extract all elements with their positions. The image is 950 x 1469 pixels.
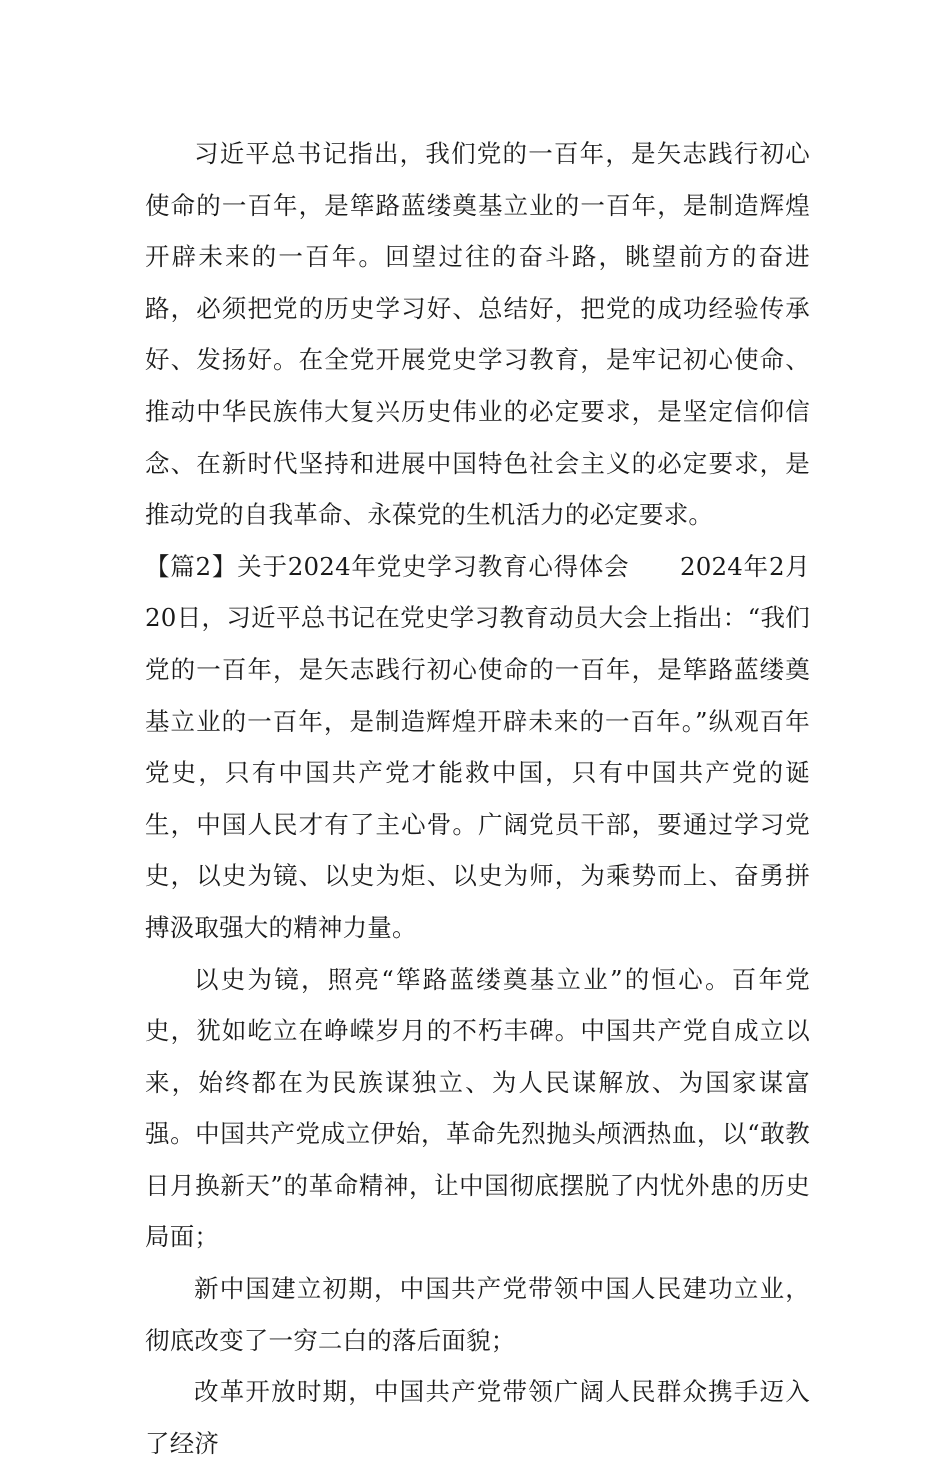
paragraph-2: 【篇2】关于2024年党史学习教育心得体会 2024年2月20日，习近平总书记在党史学习教育动员大会上指出：“我们党的一百年，是矢志践行初心使命的一百年，是筚路蓝缕奠基立业的一百年，是制造辉煌开辟未来的一百年。”纵观百年党史，只有中国共产党才能救中国，只有中国共产党的诞生，中国人民才有了主心骨。广阔党员干部，要通过学习党史，以史为镜、以史为炬、以史为师，为乘势而上、奋勇拼搏汲取强大的精神力量。 bbox=[145, 551, 810, 942]
paragraph-1: 习近平总书记指出，我们党的一百年，是矢志践行初心使命的一百年，是筚路蓝缕奠基立业的一百年，是制造辉煌开辟未来的一百年。回望过往的奋斗路，眺望前方的奋进路，必须把党的历史学习好、总结好，把党的成功经验传承好、发扬好。在全党开展党史学习教育，是牢记初心使命、推动中华民族伟大复兴历史伟业的必定要求，是坚定信仰信念、在新时代坚持和进展中国特色社会主义的必定要求，是推动党的自我革命、永葆党的生机活力的必定要求。 bbox=[145, 139, 810, 530]
document-body bbox=[145, 128, 810, 1469]
paragraph-4: 新中国建立初期，中国共产党带领中国人民建功立业，彻底改变了一穷二白的落后面貌； bbox=[145, 1274, 810, 1355]
paragraph-5: 改革开放时期，中国共产党带领广阔人民群众携手迈入了经济 bbox=[145, 1377, 810, 1458]
paragraph-3: 以史为镜，照亮“筚路蓝缕奠基立业”的恒心。百年党史，犹如屹立在峥嵘岁月的不朽丰碑。中国共产党自成立以来，始终都在为民族谋独立、为人民谋解放、为国家谋富强。中国共产党成立伊始，革命先烈抛头颅洒热血，以“敢教日月换新天”的革命精神，让中国彻底摆脱了内忧外患的历史局面； bbox=[145, 964, 810, 1252]
